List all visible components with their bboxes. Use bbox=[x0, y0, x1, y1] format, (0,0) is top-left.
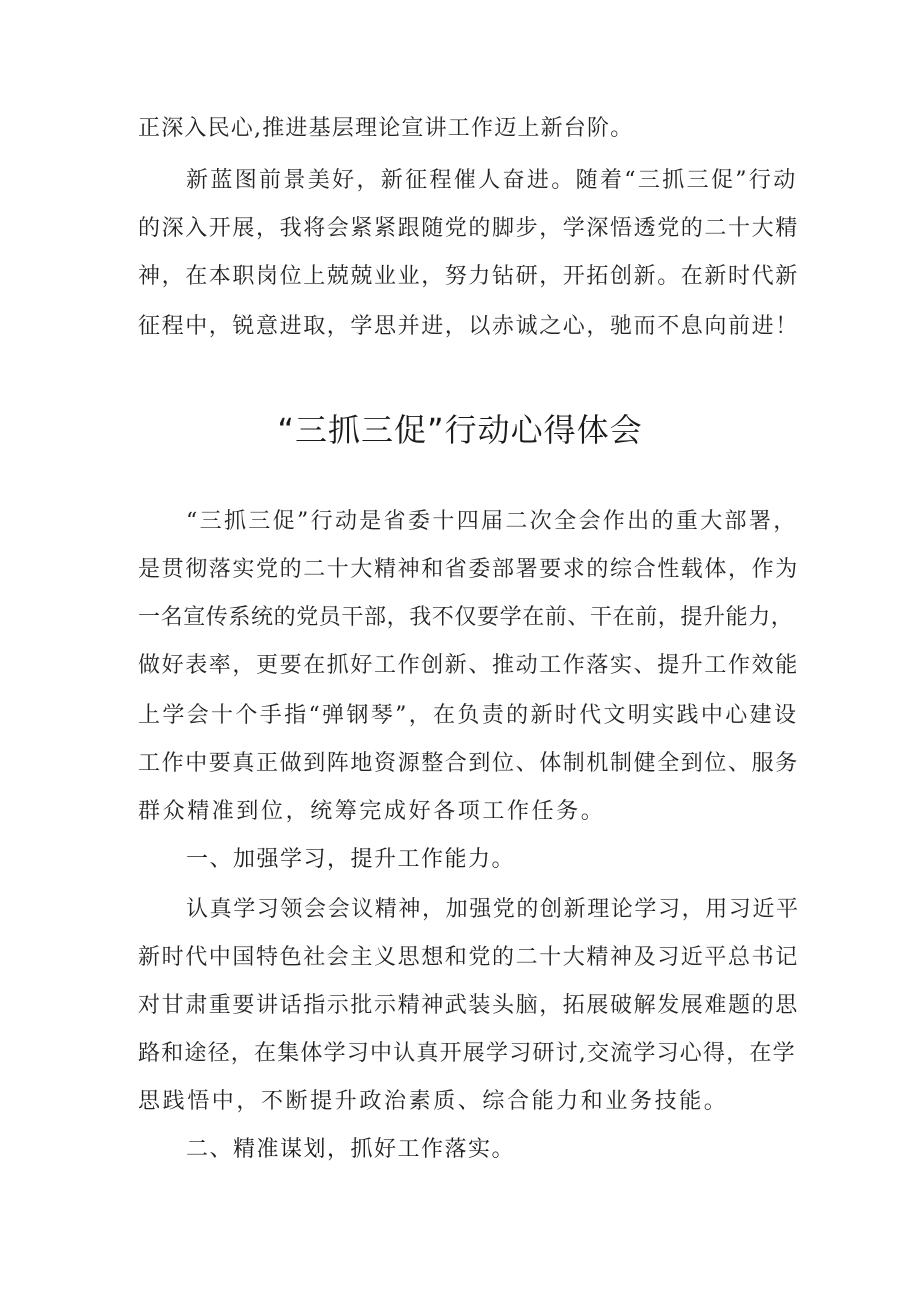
paragraph-line: 群众精准到位，统筹完成好各项工作任务。 bbox=[138, 799, 606, 824]
intro-line: 神，在本职岗位上兢兢业业，努力钻研，开拓创新。在新时代新 bbox=[138, 264, 799, 289]
paragraph-line: “三抓三促”行动是省委十四届二次全会作出的重大部署， bbox=[186, 509, 798, 534]
paragraph-line: 做好表率，更要在抓好工作创新、推动工作落实、提升工作效能 bbox=[138, 653, 799, 678]
paragraph-line: 工作中要真正做到阵地资源整合到位、体制机制健全到位、服务 bbox=[138, 751, 799, 776]
paragraph-line: 新时代中国特色社会主义思想和党的二十大精神及习近平总书记 bbox=[138, 945, 799, 970]
intro-line: 的深入开展，我将会紧紧跟随党的脚步，学深悟透党的二十大精 bbox=[138, 216, 799, 241]
paragraph-line: 路和途径，在集体学习中认真开展学习研讨,交流学习心得，在学 bbox=[138, 1041, 796, 1066]
paragraph-line: 对甘肃重要讲话指示批示精神武装头脑，拓展破解发展难题的思 bbox=[138, 993, 799, 1018]
intro-line: 征程中，锐意进取，学思并进，以赤诚之心，驰而不息向前进！ bbox=[138, 314, 799, 339]
intro-line: 新蓝图前景美好，新征程催人奋进。随着“三抓三促”行动 bbox=[186, 168, 798, 193]
section-heading: 一、加强学习，提升工作能力。 bbox=[186, 847, 516, 872]
paragraph-line: 认真学习领会会议精神，加强党的创新理论学习，用习近平 bbox=[186, 897, 800, 922]
paragraph-line: 一名宣传系统的党员干部，我不仅要学在前、干在前，提升能力， bbox=[138, 605, 794, 630]
paragraph-line: 是贯彻落实党的二十大精神和省委部署要求的综合性载体，作为 bbox=[138, 557, 799, 582]
paragraph-line: 思践悟中，不断提升政治素质、综合能力和业务技能。 bbox=[138, 1089, 729, 1114]
paragraph-line: 上学会十个手指“弹钢琴”，在负责的新时代文明实践中心建设 bbox=[138, 703, 799, 728]
intro-line: 正深入民心,推进基层理论宣讲工作迈上新台阶。 bbox=[138, 116, 634, 141]
section-heading: 二、精准谋划，抓好工作落实。 bbox=[186, 1137, 516, 1162]
article-title: “三抓三促”行动心得体会 bbox=[277, 411, 643, 449]
